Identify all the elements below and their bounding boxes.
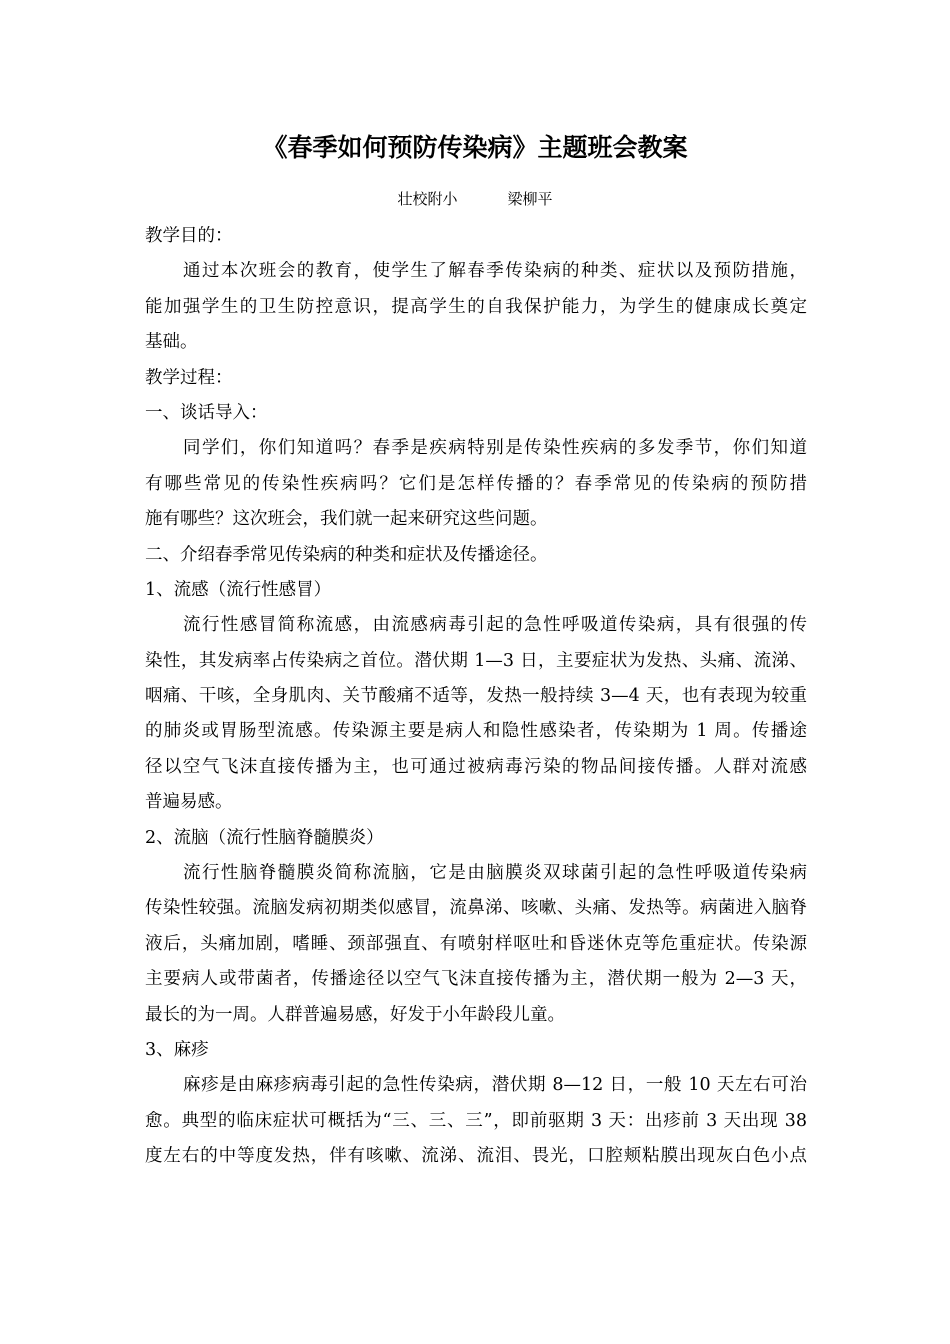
text-line: 麻疹是由麻疹病毒引起的急性传染病，潜伏期 8—12 日，一般 10 天左右可治 bbox=[183, 1075, 807, 1096]
text-line: 施有哪些？这次班会，我们就一起来研究这些问题。 bbox=[145, 509, 548, 530]
text-line: 染性，其发病率占传染病之首位。潜伏期 1—3 日，主要症状为发热、头痛、流涕、 bbox=[145, 650, 807, 671]
text-line: 3、麻疹 bbox=[145, 1039, 209, 1060]
text-line: 传染性较强。流脑发病初期类似感冒，流鼻涕、咳嗽、头痛、发热等。病菌进入脑脊 bbox=[145, 898, 807, 919]
text-line: 流行性脑脊髓膜炎简称流脑，它是由脑膜炎双球菌引起的急性呼吸道传染病 bbox=[183, 863, 807, 884]
page-title: 《春季如何预防传染病》主题班会教案 bbox=[262, 133, 688, 162]
text-line: 径以空气飞沫直接传播为主，也可通过被病毒污染的物品间接传播。人群对流感 bbox=[145, 756, 807, 777]
text-line: 二、介绍春季常见传染病的种类和症状及传播途径。 bbox=[145, 544, 548, 565]
text-line: 同学们，你们知道吗？春季是疾病特别是传染性疾病的多发季节，你们知道 bbox=[183, 438, 807, 459]
author-line bbox=[0, 188, 950, 210]
author-school: 壮校附小 bbox=[397, 190, 458, 208]
text-line: 普遍易感。 bbox=[145, 792, 233, 813]
author-name: 梁柳平 bbox=[507, 190, 553, 208]
text-line: 度左右的中等度发热，伴有咳嗽、流涕、流泪、畏光，口腔颊粘膜出现灰白色小点 bbox=[145, 1146, 807, 1167]
text-line: 教学过程： bbox=[145, 367, 233, 388]
document-body bbox=[145, 219, 807, 1175]
text-line: 2、流脑（流行性脑脊髓膜炎） bbox=[145, 827, 384, 848]
text-line: 的肺炎或胃肠型流感。传染源主要是病人和隐性感染者，传染期为 1 周。传播途 bbox=[145, 721, 807, 742]
text-line: 咽痛、干咳，全身肌肉、关节酸痛不适等，发热一般持续 3—4 天，也有表现为较重 bbox=[145, 686, 807, 707]
text-line: 最长的为一周。人群普遍易感，好发于小年龄段儿童。 bbox=[145, 1004, 565, 1025]
text-line: 教学目的： bbox=[145, 226, 233, 246]
text-line: 流行性感冒简称流感，由流感病毒引起的急性呼吸道传染病，具有很强的传 bbox=[183, 615, 807, 636]
text-line: 1、流感（流行性感冒） bbox=[145, 579, 332, 600]
text-line: 一、谈话导入： bbox=[145, 402, 268, 423]
text-line: 能加强学生的卫生防控意识，提高学生的自我保护能力，为学生的健康成长奠定 bbox=[145, 296, 807, 317]
text-line: 主要病人或带菌者，传播途径以空气飞沫直接传播为主，潜伏期一般为 2—3 天， bbox=[145, 969, 807, 990]
text-line: 液后，头痛加剧，嗜睡、颈部强直、有喷射样呕吐和昏迷休克等危重症状。传染源 bbox=[145, 933, 807, 954]
text-line: 通过本次班会的教育，使学生了解春季传染病的种类、症状以及预防措施， bbox=[183, 261, 807, 282]
text-line: 愈。典型的临床症状可概括为“三、三、三”，即前驱期 3 天：出疹前 3 天出现 38 bbox=[145, 1110, 807, 1131]
text-line: 有哪些常见的传染性疾病吗？它们是怎样传播的？春季常见的传染病的预防措 bbox=[145, 473, 807, 494]
text-line: 基础。 bbox=[145, 332, 198, 353]
